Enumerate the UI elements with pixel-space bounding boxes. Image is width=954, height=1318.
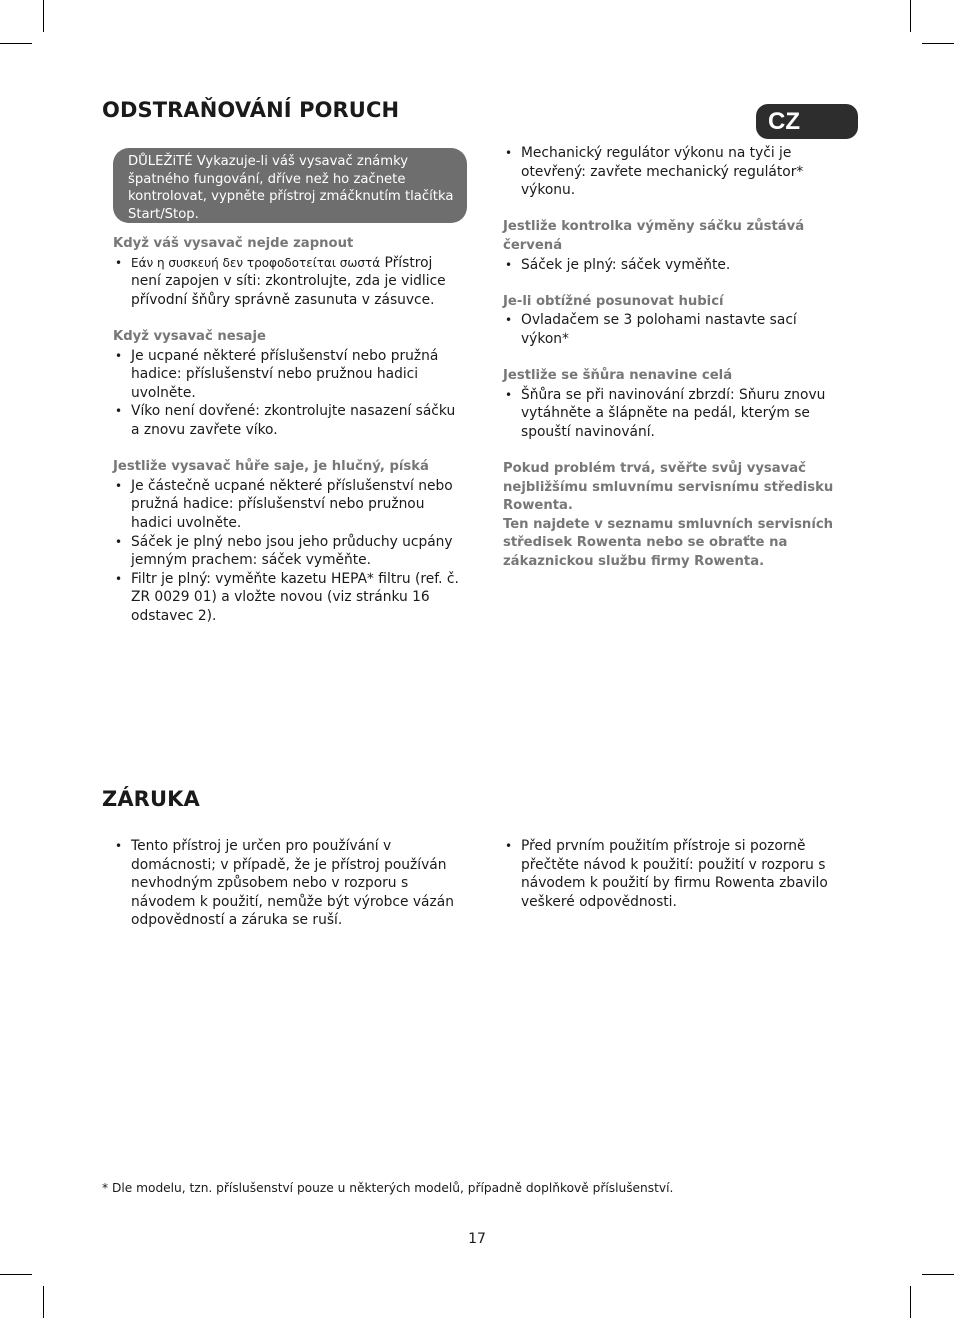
list-item: • Mechanický regulátor výkonu na tyči je otevřený: zavřete mechanický regulátor* výkonu.: [503, 144, 848, 200]
list-item: • Sáček je plný nebo jsou jeho průduchy ucpány jemným prachem: sáček vyměňte.: [113, 533, 463, 570]
footnote: * Dle modelu, tzn. příslušenství pouze u některých modelů, případně doplňkově příslušenství.: [102, 1181, 674, 1195]
crop-mark: [43, 1286, 44, 1318]
bullet-list: [113, 477, 463, 626]
crop-mark: [0, 1274, 32, 1275]
bullet-list: [503, 386, 848, 442]
item-text: Přístroj není zapojen v síti: zkontrolujte, zda je vidlice přívodní šňůry správně zasunuta v zásuvce.: [131, 254, 446, 308]
list-item: • Je ucpané některé příslušenství nebo pružná hadice: příslušenství nebo pružnou hadici uvolněte.: [113, 347, 463, 403]
list-item: • Ovladačem se 3 polohami nastavte sací výkon*: [503, 311, 848, 348]
list-item: • Je částečně ucpané některé příslušenství nebo pružná hadice: příslušenství nebo pružnou hadici uvolněte.: [113, 477, 463, 533]
bullet-list: [503, 311, 848, 348]
troubleshooting-title: ODSTRAŇOVÁNÍ PORUCH: [102, 98, 400, 122]
crop-mark: [922, 1274, 954, 1275]
list-item: • Šňůra se při navinování zbrzdí: Sňuru znovu vytáhněte a šlápněte na pedál, kterým se spouští navinování.: [503, 386, 848, 442]
important-notice: DŮLEŽiTÉ Vykazuje-li váš vysavač známky špatného fungování, dříve než ho začnete kontrolovat, vypněte přístroj zmáčknutím tlačítka Start/Stop.: [113, 148, 467, 223]
crop-mark: [922, 43, 954, 44]
closing-note: Ten najdete v seznamu smluvních servisních středisek Rowenta nebo se obraťte na zákaznickou službu firmy Rowenta.: [503, 516, 834, 570]
warranty-right-column: [503, 837, 838, 911]
list-item: • Filtr je plný: vyměňte kazetu HEPA* filtru (ref. č. ZR 0029 01) a vložte novou (viz stránku 16 odstavec 2).: [113, 570, 463, 626]
troubleshooting-left-column: [113, 235, 463, 625]
crop-mark: [910, 1286, 911, 1318]
bullet-list: [503, 837, 838, 911]
list-item: • Sáček je plný: sáček vyměňte.: [503, 256, 848, 275]
bullet-list: [113, 347, 463, 440]
crop-mark: [910, 0, 911, 32]
list-item: • Před prvním použitím přístroje si pozorně přečtěte návod k použití: použití v rozporu s návodem k použití by firmu Rowenta zbavilo veškeré odpovědnosti.: [503, 837, 838, 911]
warranty-left-column: [113, 837, 463, 930]
bullet-list: [503, 256, 848, 275]
section-heading: Když váš vysavač nejde zapnout: [113, 236, 354, 251]
language-tab: CZ: [756, 104, 858, 139]
bullet-list: [503, 144, 848, 200]
section-heading: Jestliže se šňůra nenavine celá: [503, 368, 733, 384]
troubleshooting-right-column: [503, 144, 848, 572]
bullet-list: [113, 254, 463, 310]
closing-note: Pokud problém trvá, svěřte svůj vysavač nejbližšímu smluvnímu servisnímu středisku Rowenta.: [503, 461, 834, 514]
list-item: • Tento přístroj je určen pro používání v domácnosti; v případě, že je přístroj používán nevhodným způsobem nebo v rozporu s návodem k použití, nemůže být výrobce vázán odpovědností a záruka se ruší.: [113, 837, 463, 930]
greek-text: Εάν η συσκευή δεν τροφοδοτείται σωστά: [131, 255, 381, 270]
warranty-title: ZÁRUKA: [102, 787, 200, 811]
crop-mark: [0, 43, 32, 44]
bullet-list: [113, 837, 463, 930]
section-heading: Je-li obtížné posunovat hubicí: [503, 293, 724, 309]
section-heading: Jestliže vysavač hůře saje, je hlučný, píská: [113, 459, 429, 475]
crop-mark: [43, 0, 44, 32]
page-number: 17: [468, 1231, 486, 1247]
section-heading: Jestliže kontrolka výměny sáčku zůstává červená: [503, 219, 805, 253]
list-item: • Víko není dovřené: zkontrolujte nasazení sáčku a znovu zavřete víko.: [113, 402, 463, 439]
section-heading: Když vysavač nesaje: [113, 328, 266, 344]
list-item: [113, 254, 463, 310]
